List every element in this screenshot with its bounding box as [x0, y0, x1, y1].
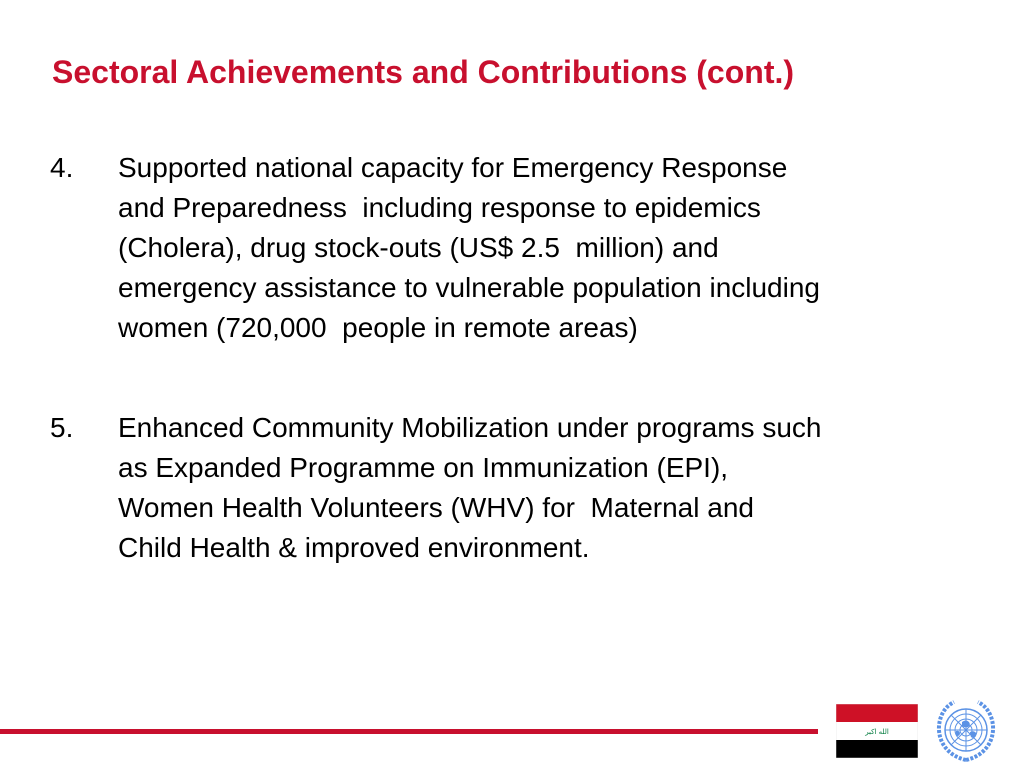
list-item-text [118, 148, 950, 348]
text-line: (Cholera), drug stock-outs (US$ 2.5 million) and [118, 232, 719, 263]
text-line: Enhanced Community Mobilization under programs such [118, 412, 822, 443]
text-line: as Expanded Programme on Immunization (EPI), [118, 452, 729, 483]
text-line: and Preparedness including response to epidemics [118, 192, 761, 223]
text-line: emergency assistance to vulnerable population including [118, 272, 820, 303]
text-line: Women Health Volunteers (WHV) for Maternal and [118, 492, 754, 523]
list-item-text [118, 408, 950, 568]
un-emblem-icon [934, 698, 998, 764]
flag-script: الله اكبر [865, 728, 889, 736]
text-line: Child Health & improved environment. [118, 532, 590, 563]
text-line: Supported national capacity for Emergency Response [118, 152, 788, 183]
iraq-flag-icon [836, 704, 918, 758]
text-line: women (720,000 people in remote areas) [118, 312, 638, 343]
slide-title: Sectoral Achievements and Contributions (cont.) [52, 54, 795, 90]
list-item [50, 148, 950, 348]
footer-rule [0, 729, 818, 734]
achievement-list [50, 148, 950, 568]
list-item-number: 4. [50, 152, 74, 183]
list-item [50, 408, 950, 568]
list-item-number: 5. [50, 412, 74, 443]
